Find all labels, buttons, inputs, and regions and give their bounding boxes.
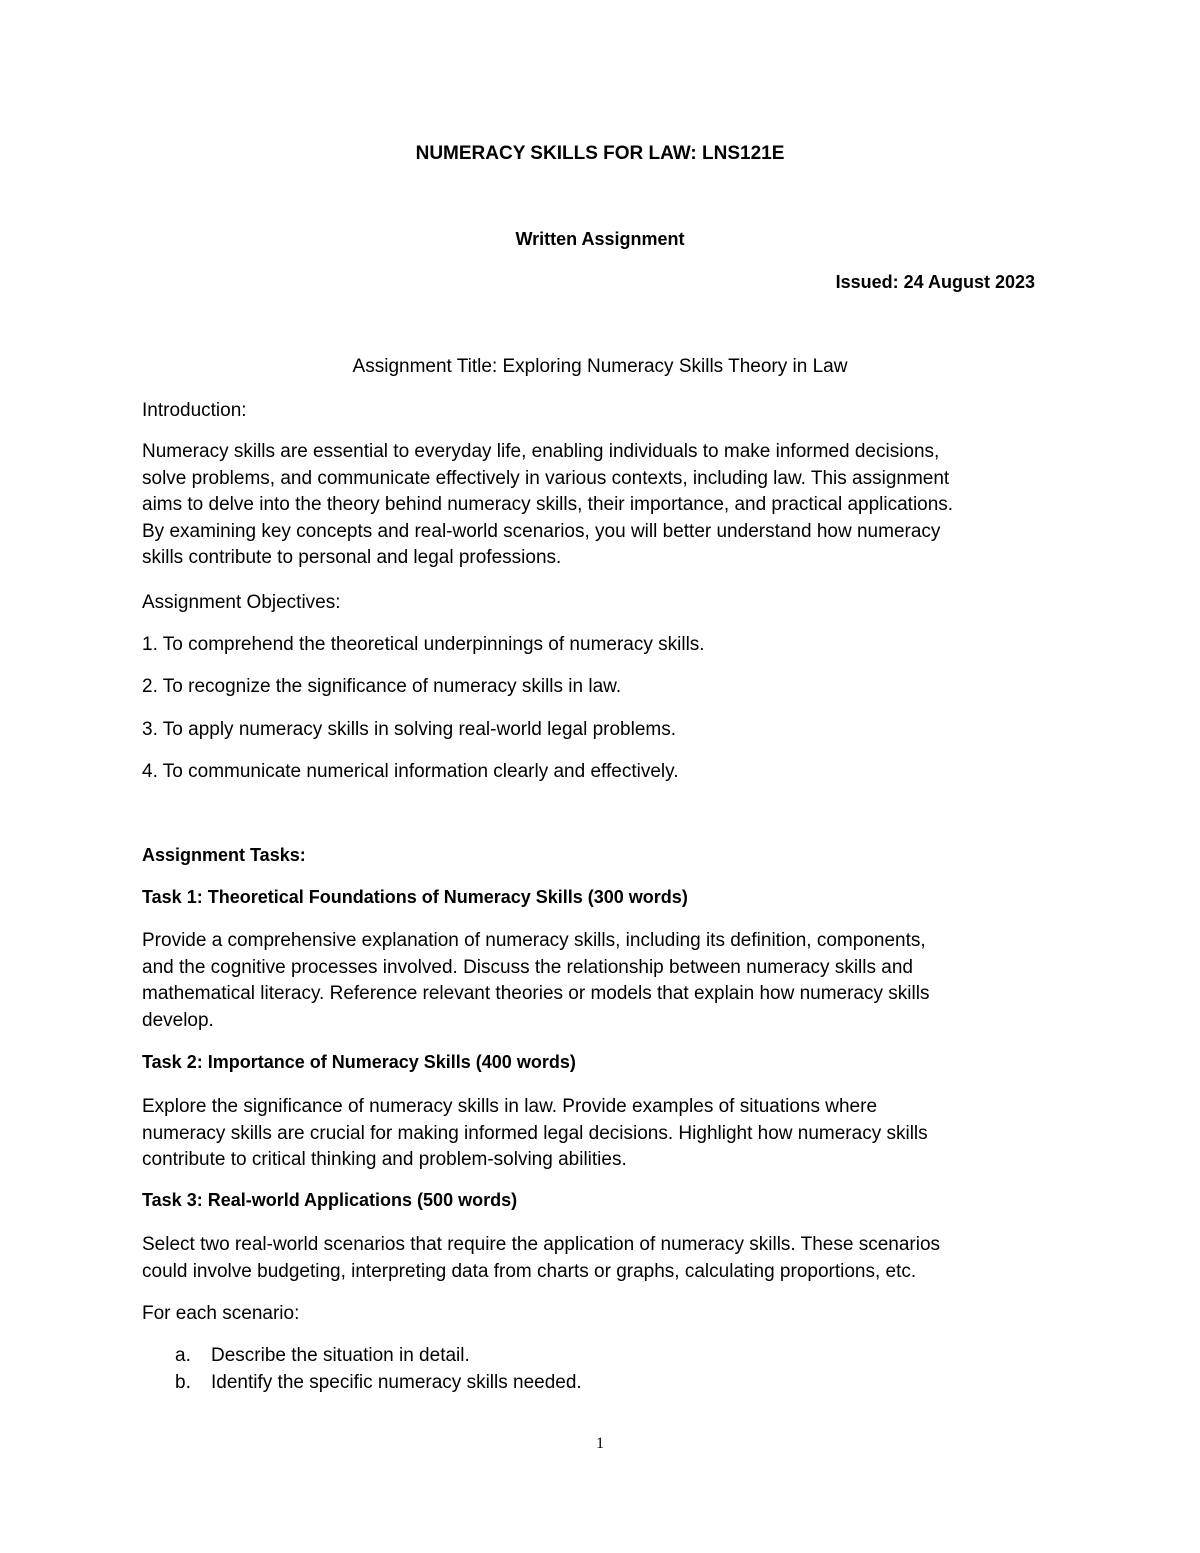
- step-text: Identify the specific numeracy skills needed.: [211, 1372, 582, 1393]
- objective-item: 2. To recognize the significance of numeracy skills in law.: [142, 676, 622, 697]
- task3-heading: Task 3: Real-world Applications (500 words): [142, 1190, 518, 1210]
- step-text: Describe the situation in detail.: [211, 1345, 470, 1366]
- tasks-heading: Assignment Tasks:: [142, 845, 306, 865]
- introduction-line: skills contribute to personal and legal professions.: [142, 547, 562, 568]
- objective-item: 1. To comprehend the theoretical underpinnings of numeracy skills.: [142, 634, 705, 655]
- objective-item: 4. To communicate numerical information clearly and effectively.: [142, 761, 679, 782]
- task2-line: numeracy skills are crucial for making informed legal decisions. Highlight how numeracy skills: [142, 1122, 928, 1144]
- introduction-label: Introduction:: [142, 400, 247, 421]
- task1-line: and the cognitive processes involved. Discuss the relationship between numeracy skills and: [142, 956, 913, 978]
- introduction-line: solve problems, and communicate effectively in various contexts, including law. This assignment: [142, 467, 950, 489]
- assignment-type: Written Assignment: [515, 229, 685, 249]
- task2-line: Explore the significance of numeracy skills in law. Provide examples of situations where: [142, 1096, 878, 1117]
- introduction-line: By examining key concepts and real-world scenarios, you will better understand how numeracy: [142, 520, 941, 542]
- step-marker: a.: [175, 1345, 191, 1366]
- task2-paragraph: [142, 1094, 1072, 1174]
- course-title: NUMERACY SKILLS FOR LAW: LNS121E: [415, 143, 785, 164]
- objective-item: 3. To apply numeracy skills in solving real-world legal problems.: [142, 719, 676, 740]
- task1-heading: Task 1: Theoretical Foundations of Numeracy Skills (300 words): [142, 887, 688, 907]
- task3-paragraph: [142, 1232, 1072, 1285]
- task3-line: Select two real-world scenarios that require the application of numeracy skills. These scenarios: [142, 1234, 941, 1255]
- task2-line: contribute to critical thinking and problem-solving abilities.: [142, 1149, 627, 1170]
- task2-heading: Task 2: Importance of Numeracy Skills (400 words): [142, 1052, 576, 1072]
- page-number: 1: [596, 1435, 604, 1452]
- task1-line: develop.: [142, 1009, 214, 1031]
- issued-date: Issued: 24 August 2023: [835, 272, 1035, 292]
- task1-line: Provide a comprehensive explanation of numeracy skills, including its definition, components,: [142, 930, 926, 951]
- for-each-scenario: For each scenario:: [142, 1303, 300, 1324]
- objectives-label: Assignment Objectives:: [142, 592, 341, 613]
- task1-paragraph: [142, 928, 1072, 1034]
- assignment-title: Assignment Title: Exploring Numeracy Skills Theory in Law: [352, 356, 848, 377]
- step-marker: b.: [175, 1372, 191, 1393]
- introduction-line: aims to delve into the theory behind numeracy skills, their importance, and practical applications.: [142, 494, 954, 515]
- introduction-paragraph: [142, 439, 1072, 572]
- introduction-line: Numeracy skills are essential to everyday life, enabling individuals to make informed decisions,: [142, 441, 940, 462]
- task3-line: could involve budgeting, interpreting data from charts or graphs, calculating proportions, etc.: [142, 1260, 917, 1282]
- task1-line: mathematical literacy. Reference relevant theories or models that explain how numeracy skills: [142, 983, 930, 1004]
